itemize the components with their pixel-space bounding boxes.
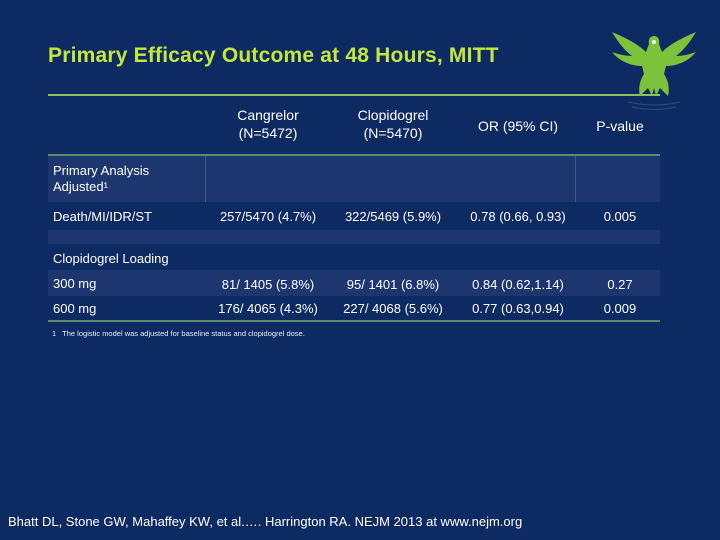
cell-or-ci: 0.77 (0.63,0.94) xyxy=(472,301,564,316)
section-label-loading: Clopidogrel Loading xyxy=(53,251,169,266)
header-p-value: P-value xyxy=(596,118,644,134)
slide-title: Primary Efficacy Outcome at 48 Hours, MITT xyxy=(48,44,499,67)
table-row xyxy=(48,202,660,230)
cell-cangrelor: 257/5470 (4.7%) xyxy=(219,209,317,224)
column-divider xyxy=(575,156,576,202)
cell-p-value: 0.009 xyxy=(603,301,637,316)
header-cangrelor-n: (N=5472) xyxy=(238,125,298,141)
header-cangrelor-name: Cangrelor xyxy=(237,107,299,123)
section-label-primary-line1: Primary Analysis xyxy=(53,163,150,178)
cell-cangrelor: 176/ 4065 (4.3%) xyxy=(218,301,318,316)
cell-clopidogrel: 322/5469 (5.9%) xyxy=(344,209,442,224)
cell-p-value: 0.27 xyxy=(607,277,633,292)
footnote xyxy=(52,329,305,338)
cell-or-ci: 0.78 (0.66, 0.93) xyxy=(470,209,566,224)
header-clopidogrel xyxy=(330,106,456,142)
section-label-primary-line2: Adjusted¹ xyxy=(53,179,108,194)
cell-p-value: 0.005 xyxy=(603,209,637,224)
row-label: 300 mg xyxy=(53,276,97,291)
header-clopidogrel-n: (N=5470) xyxy=(363,125,423,141)
row-label: 600 mg xyxy=(53,301,97,316)
cell-clopidogrel: 95/ 1401 (6.8%) xyxy=(346,277,440,292)
row-label: Death/MI/IDR/ST xyxy=(53,209,152,224)
table-bottom-rule xyxy=(48,320,660,322)
column-divider xyxy=(205,156,206,202)
header-cangrelor xyxy=(206,106,330,142)
citation: Bhatt DL, Stone GW, Mahaffey KW, et al.…. Harrington RA. NEJM 2013 at www.nejm.org xyxy=(8,514,523,529)
footnote-mark: 1 xyxy=(52,329,57,338)
cell-clopidogrel: 227/ 4068 (5.6%) xyxy=(343,301,443,316)
header-clopidogrel-name: Clopidogrel xyxy=(357,107,429,123)
table-header xyxy=(48,98,660,156)
table-row xyxy=(48,296,660,320)
footnote-text: The logistic model was adjusted for baseline status and clopidogrel dose. xyxy=(62,329,305,338)
table-row xyxy=(48,270,660,296)
header-or-ci: OR (95% CI) xyxy=(477,118,559,134)
section-row-loading-band xyxy=(48,230,660,244)
section-row-primary xyxy=(48,156,660,202)
title-divider xyxy=(48,94,660,96)
section-label-primary xyxy=(53,163,149,195)
cell-or-ci: 0.84 (0.62,1.14) xyxy=(472,277,564,292)
cell-cangrelor: 81/ 1405 (5.8%) xyxy=(221,277,315,292)
